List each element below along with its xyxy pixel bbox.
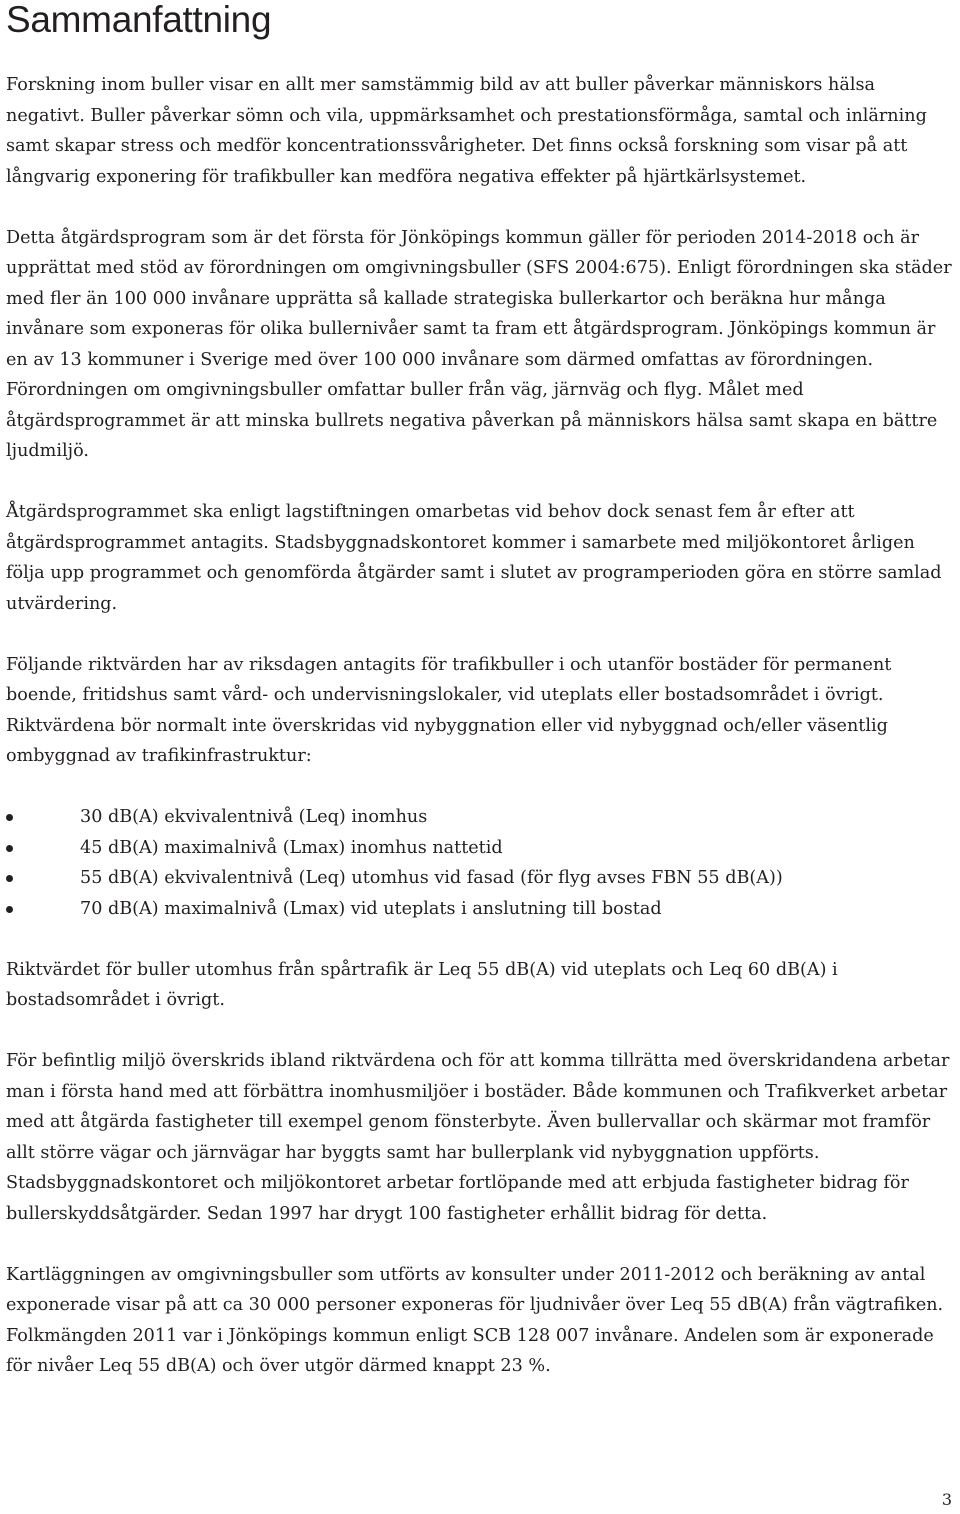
paragraph-existing-environment: För befintlig miljö överskrids ibland riktvärdena och för att komma tillrätta med överskridandena arbetar man i första hand med att förbättra inomhusmiljöer i bostäder. Både kommunen och Trafikverket arbetar med att åtgärda fastigheter till exempel genom fönsterbyte. Även bullervallar och skärmar mot framför allt större vägar och järnvägar har byggts samt har bullerplank vid nybyggnation uppförts. Stadsbyggnadskontoret och miljökontoret arbetar fortlöpande med att erbjuda fastigheter bidrag för bullerskyddsåtgärder. Sedan 1997 har drygt 100 fastigheter erhållit bidrag för detta. xyxy=(6,1051,950,1224)
page-title: Sammanfattning xyxy=(6,0,272,40)
paragraph-rail-noise: Riktvärdet för buller utomhus från spårtrafik är Leq 55 dB(A) vid uteplats och Leq 60 dB(A) i bostadsområdet i övrigt. xyxy=(6,959,838,1010)
list-item xyxy=(6,802,958,833)
list-item-text: 45 dB(A) maximalnivå (Lmax) inomhus nattetid xyxy=(80,837,503,858)
list-item-text: 70 dB(A) maximalnivå (Lmax) vid uteplats i anslutning till bostad xyxy=(80,898,662,919)
paragraph-revision: Åtgärdsprogrammet ska enligt lagstiftningen omarbetas vid behov dock senast fem år efter att åtgärdsprogrammet antagits. Stadsbyggnadskontoret kommer i samarbete med miljökontoret årligen följa upp programmet och genomförda åtgärder samt i slutet av programperioden göra en större samlad utvärdering. xyxy=(6,502,942,614)
bullet-icon xyxy=(6,875,13,882)
list-item xyxy=(6,833,958,864)
list-item xyxy=(6,863,958,894)
list-item-text: 30 dB(A) ekvivalentnivå (Leq) inomhus xyxy=(80,807,428,827)
page-number: 3 xyxy=(941,1490,952,1509)
document-body xyxy=(6,70,958,1412)
paragraph-guideline-values: Följande riktvärden har av riksdagen antagits för trafikbuller i och utanför bostäder för permanent boende, fritidshus samt vård- och undervisningslokaler, vid uteplats eller bostadsområdet i övrigt. Riktvärdena bör normalt inte överskridas vid nybyggnation eller vid nybyggnad och/eller väsentlig ombyggnad av trafikinfrastruktur: xyxy=(6,654,892,766)
bullet-icon xyxy=(6,906,13,913)
paragraph-intro: Forskning inom buller visar en allt mer samstämmig bild av att buller påverkar människors hälsa negativt. Buller påverkar sömn och vila, uppmärksamhet och prestationsförmåga, samtal och inlärning samt skapar stress och medför koncentrationssvårigheter. Det finns också forskning som visar på att långvarig exponering för trafikbuller kan medföra negativa effekter på hjärtkärlsystemet. xyxy=(6,75,927,187)
bullet-icon xyxy=(6,814,13,821)
list-item xyxy=(6,894,958,925)
guideline-values-list xyxy=(6,802,958,924)
paragraph-action-program: Detta åtgärdsprogram som är det första för Jönköpings kommun gäller för perioden 2014-2018 och är upprättat med stöd av förordningen om omgivningsbuller (SFS 2004:675). Enligt förordningen ska städer med fler än 100 000 invånare upprätta så kallade strategiska bullerkartor och beräkna hur många invånare som exponeras för olika bullernivåer samt ta fram ett åtgärdsprogram. Jönköpings kommun är en av 13 kommuner i Sverige med över 100 000 invånare som därmed omfattas av förordningen. Förordningen om omgivningsbuller omfattar buller från väg, järnväg och flyg. Målet med åtgärdsprogrammet är att minska bullrets negativa påverkan på människors hälsa samt skapa en bättre ljudmiljö. xyxy=(6,227,952,461)
list-item-text: 55 dB(A) ekvivalentnivå (Leq) utomhus vid fasad (för flyg avses FBN 55 dB(A)) xyxy=(80,868,783,888)
paragraph-noise-mapping: Kartläggningen av omgivningsbuller som utförts av konsulter under 2011-2012 och beräkning av antal exponerade visar på att ca 30 000 personer exponeras för ljudnivåer över Leq 55 dB(A) från vägtrafiken. Folkmängden 2011 var i Jönköpings kommun enligt SCB 128 007 invånare. Andelen som är exponerade för nivåer Leq 55 dB(A) och över utgör därmed knappt 23 %. xyxy=(6,1264,944,1376)
bullet-icon xyxy=(6,845,13,852)
